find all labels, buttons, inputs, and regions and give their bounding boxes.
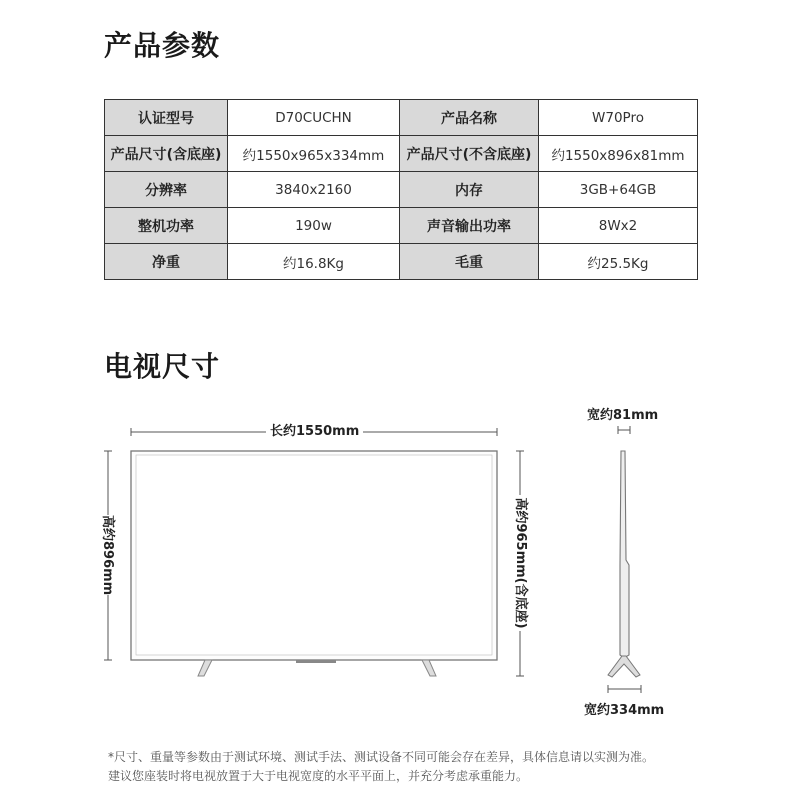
param-value: 约1550x896x81mm [539, 136, 698, 172]
param-label: 认证型号 [105, 100, 228, 136]
tv-side-profile [620, 451, 629, 658]
param-value: 约16.8Kg [228, 244, 400, 280]
footnotes [108, 748, 748, 786]
param-value: 8Wx2 [539, 208, 698, 244]
tv-side-stand [608, 656, 640, 677]
param-label: 内存 [400, 172, 539, 208]
depth-no-stand-label: 宽约81mm [587, 408, 659, 423]
width-label: 长约1550mm [266, 424, 363, 440]
param-label: 声音输出功率 [400, 208, 539, 244]
height-with-stand-label: 高约965mm(含底座) [512, 495, 528, 631]
param-label: 整机功率 [105, 208, 228, 244]
param-label: 产品名称 [400, 100, 539, 136]
param-value: D70CUCHN [228, 100, 400, 136]
param-value: 约1550x965x334mm [228, 136, 400, 172]
param-label: 毛重 [400, 244, 539, 280]
param-value: 190w [228, 208, 400, 244]
tv-stand-left-leg [198, 660, 212, 676]
footnote-line: 建议您座装时将电视放置于大于电视宽度的水平平面上，并充分考虑承重能力。 [108, 769, 529, 783]
tv-front-screen [136, 455, 492, 655]
param-label: 分辨率 [105, 172, 228, 208]
param-label: 产品尺寸(不含底座) [400, 136, 539, 172]
tv-front-bottom-bar [296, 660, 336, 663]
param-value: 3GB+64GB [539, 172, 698, 208]
param-label: 净重 [105, 244, 228, 280]
footnote-line: *尺寸、重量等参数由于测试环境、测试手法、测试设备不同可能会存在差异，具体信息请以实测为准。 [108, 750, 655, 764]
param-value: 3840x2160 [228, 172, 400, 208]
param-label: 产品尺寸(含底座) [105, 136, 228, 172]
tv-stand-right-leg [422, 660, 436, 676]
dimensions-section-title: 电视尺寸 [104, 350, 221, 383]
height-no-stand-label: 高约896mm [100, 515, 115, 596]
depth-with-stand-label: 宽约334mm [584, 703, 665, 718]
params-section-title: 产品参数 [104, 29, 221, 62]
param-value: 约25.5Kg [539, 244, 698, 280]
param-value: W70Pro [539, 100, 698, 136]
